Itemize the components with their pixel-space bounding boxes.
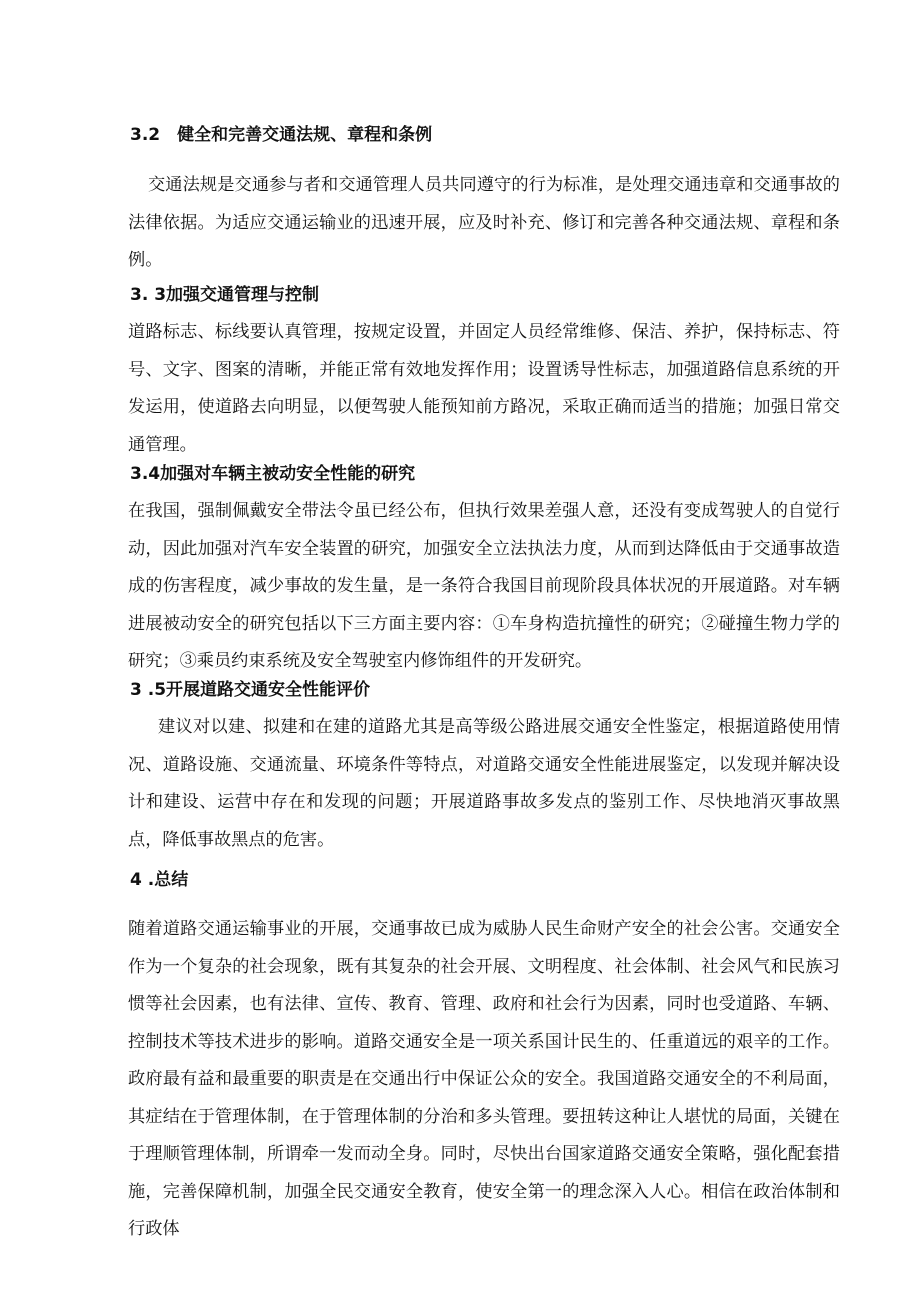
section-3-4-heading: 3.4加强对车辆主被动安全性能的研究 bbox=[130, 464, 416, 484]
section-4-body: 随着道路交通运输事业的开展，交通事故已成为威胁人民生命财产安全的社会公害。交通安全作为一个复杂的社会现象，既有其复杂的社会开展、文明程度、社会体制、社会风气和民族习惯等社会因素，也有法律、宣传、教育、管理、政府和社会行为因素，同时也受道路、车辆、控制技术等技术进步的影响。道路交通安全是一项关系国计民生的、任重道远的艰辛的工作。政府最有益和最重要的职责是在交通出行中保证公众的安全。我国道路交通安全的不利局面，其症结在于管理体制，在于管理体制的分治和多头管理。要扭转这种让人堪忧的局面，关键在于理顺管理体制，所谓牵一发而动全身。同时，尽快出台国家道路交通安全策略，强化配套措施，完善保障机制，加强全民交通安全教育，使安全第一的理念深入人心。相信在政治体制和行政体 bbox=[128, 919, 840, 1239]
section-3-5-body: 建议对以建、拟建和在建的道路尤其是高等级公路进展交通安全性鉴定，根据道路使用情况、道路设施、交通流量、环境条件等特点，对道路交通安全性能进展鉴定，以发现并解决设计和建设、运营中存在和发现的问题；开展道路事故多发点的鉴别工作、尽快地消灭事故黑点，降低事故黑点的危害。 bbox=[128, 717, 840, 850]
section-3-3-body: 道路标志、标线要认真管理，按规定设置，并固定人员经常维修、保洁、养护，保持标志、符号、文字、图案的清晰，并能正常有效地发挥作用；设置诱导性标志，加强道路信息系统的开发运用，使道路去向明显，以便驾驶人能预知前方路况，采取正确而适当的措施；加强日常交通管理。 bbox=[128, 322, 840, 455]
section-3-5-heading: 3 .5开展道路交通安全性能评价 bbox=[130, 680, 371, 700]
section-3-2-body: 交通法规是交通参与者和交通管理人员共同遵守的行为标准，是处理交通违章和交通事故的法律依据。为适应交通运输业的迅速开展，应及时补充、修订和完善各种交通法规、章程和条例。 bbox=[128, 175, 840, 270]
section-3-4-body: 在我国，强制佩戴安全带法令虽已经公布，但执行效果差强人意，还没有变成驾驶人的自觉行动，因此加强对汽车安全装置的研究，加强安全立法执法力度，从而到达降低由于交通事故造成的伤害程度，减少事故的发生量，是一条符合我国目前现阶段具体状况的开展道路。对车辆进展被动安全的研究包括以下三方面主要内容：①车身构造抗撞性的研究；②碰撞生物力学的研究；③乘员约束系统及安全驾驶室内修饰组件的开发研究。 bbox=[128, 501, 840, 671]
section-3-3-heading: 3. 3加强交通管理与控制 bbox=[130, 285, 320, 305]
section-4-heading: 4 .总结 bbox=[130, 870, 189, 890]
section-3-2-heading: 3.2 健全和完善交通法规、章程和条例 bbox=[130, 125, 433, 145]
